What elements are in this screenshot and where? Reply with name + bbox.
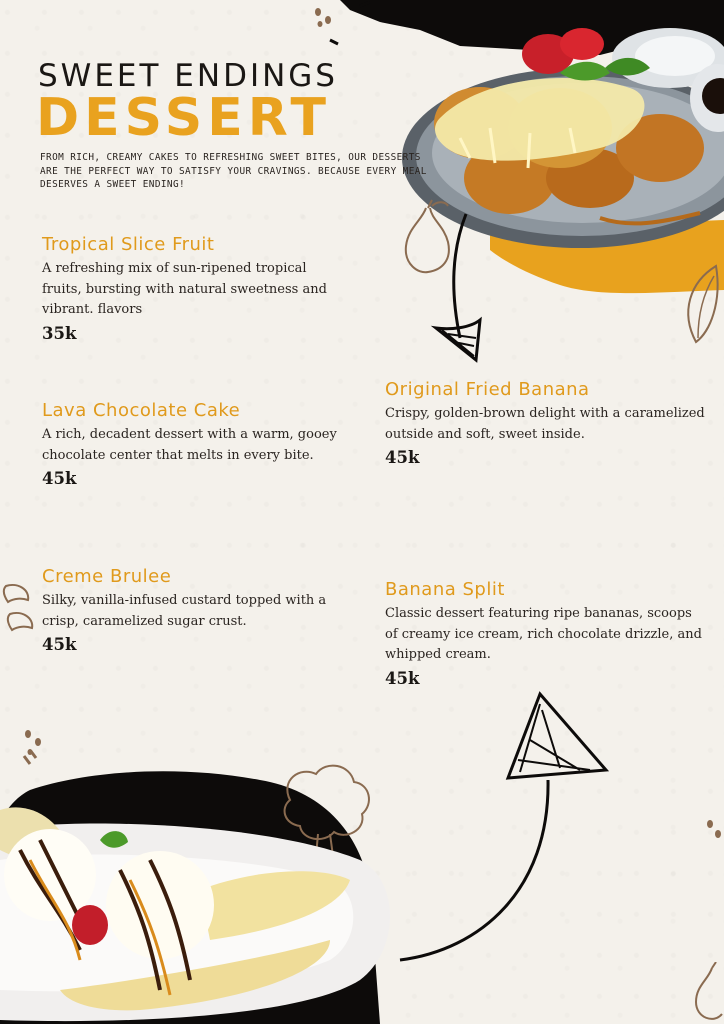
item-description: Classic dessert featuring ripe bananas, scoops of creamy ice cream, rich chocolate drizzle, and whipped cream. xyxy=(385,606,702,662)
menu-intro: FROM RICH, CREAMY CAKES TO REFRESHING SWEET BITES, OUR DESSERTS ARE THE PERFECT WAY TO SATISFY YOUR CRAVINGS. BECAUSE EVERY MEAL DESERVES A SWEET ENDING! xyxy=(40,152,427,190)
menu-subtitle: SWEET ENDINGS xyxy=(38,58,338,94)
pear-doodle-icon xyxy=(692,962,724,1024)
down-arrow-icon xyxy=(430,210,500,370)
item-description: A refreshing mix of sun-ripened tropical fruits, bursting with natural sweetness and vibrant. flavors xyxy=(42,261,327,317)
item-name: Creme Brulee xyxy=(42,566,172,587)
item-description: A rich, decadent dessert with a warm, gooey chocolate center that melts in every bite. xyxy=(42,427,337,463)
item-name: Tropical Slice Fruit xyxy=(42,234,215,255)
item-price: 45k xyxy=(42,469,77,488)
item-name: Lava Chocolate Cake xyxy=(42,400,241,421)
banana-split-photo xyxy=(0,790,400,1024)
leaf-doodle-icon xyxy=(676,262,724,352)
seed-doodle-icon xyxy=(704,818,724,842)
up-arrow-icon xyxy=(390,690,610,970)
item-price: 45k xyxy=(42,635,77,654)
item-description: Silky, vanilla-infused custard topped with a crisp, caramelized sugar crust. xyxy=(42,593,327,629)
menu-item xyxy=(42,234,342,343)
menu-item xyxy=(385,379,705,467)
item-price: 45k xyxy=(385,448,420,467)
item-price: 35k xyxy=(42,323,77,343)
item-description: Crispy, golden-brown delight with a caramelized outside and soft, sweet inside. xyxy=(385,406,705,442)
item-name: Banana Split xyxy=(385,579,505,600)
menu-item xyxy=(42,566,342,654)
seed-doodle-icon xyxy=(312,6,338,28)
menu-item xyxy=(385,579,705,688)
item-price: 45k xyxy=(385,668,420,688)
menu-title: DESSERT xyxy=(36,88,331,148)
menu-item xyxy=(42,400,342,488)
item-name: Original Fried Banana xyxy=(385,379,590,400)
seed-doodle-icon xyxy=(22,728,48,758)
cashew-doodle-icon xyxy=(0,580,40,636)
